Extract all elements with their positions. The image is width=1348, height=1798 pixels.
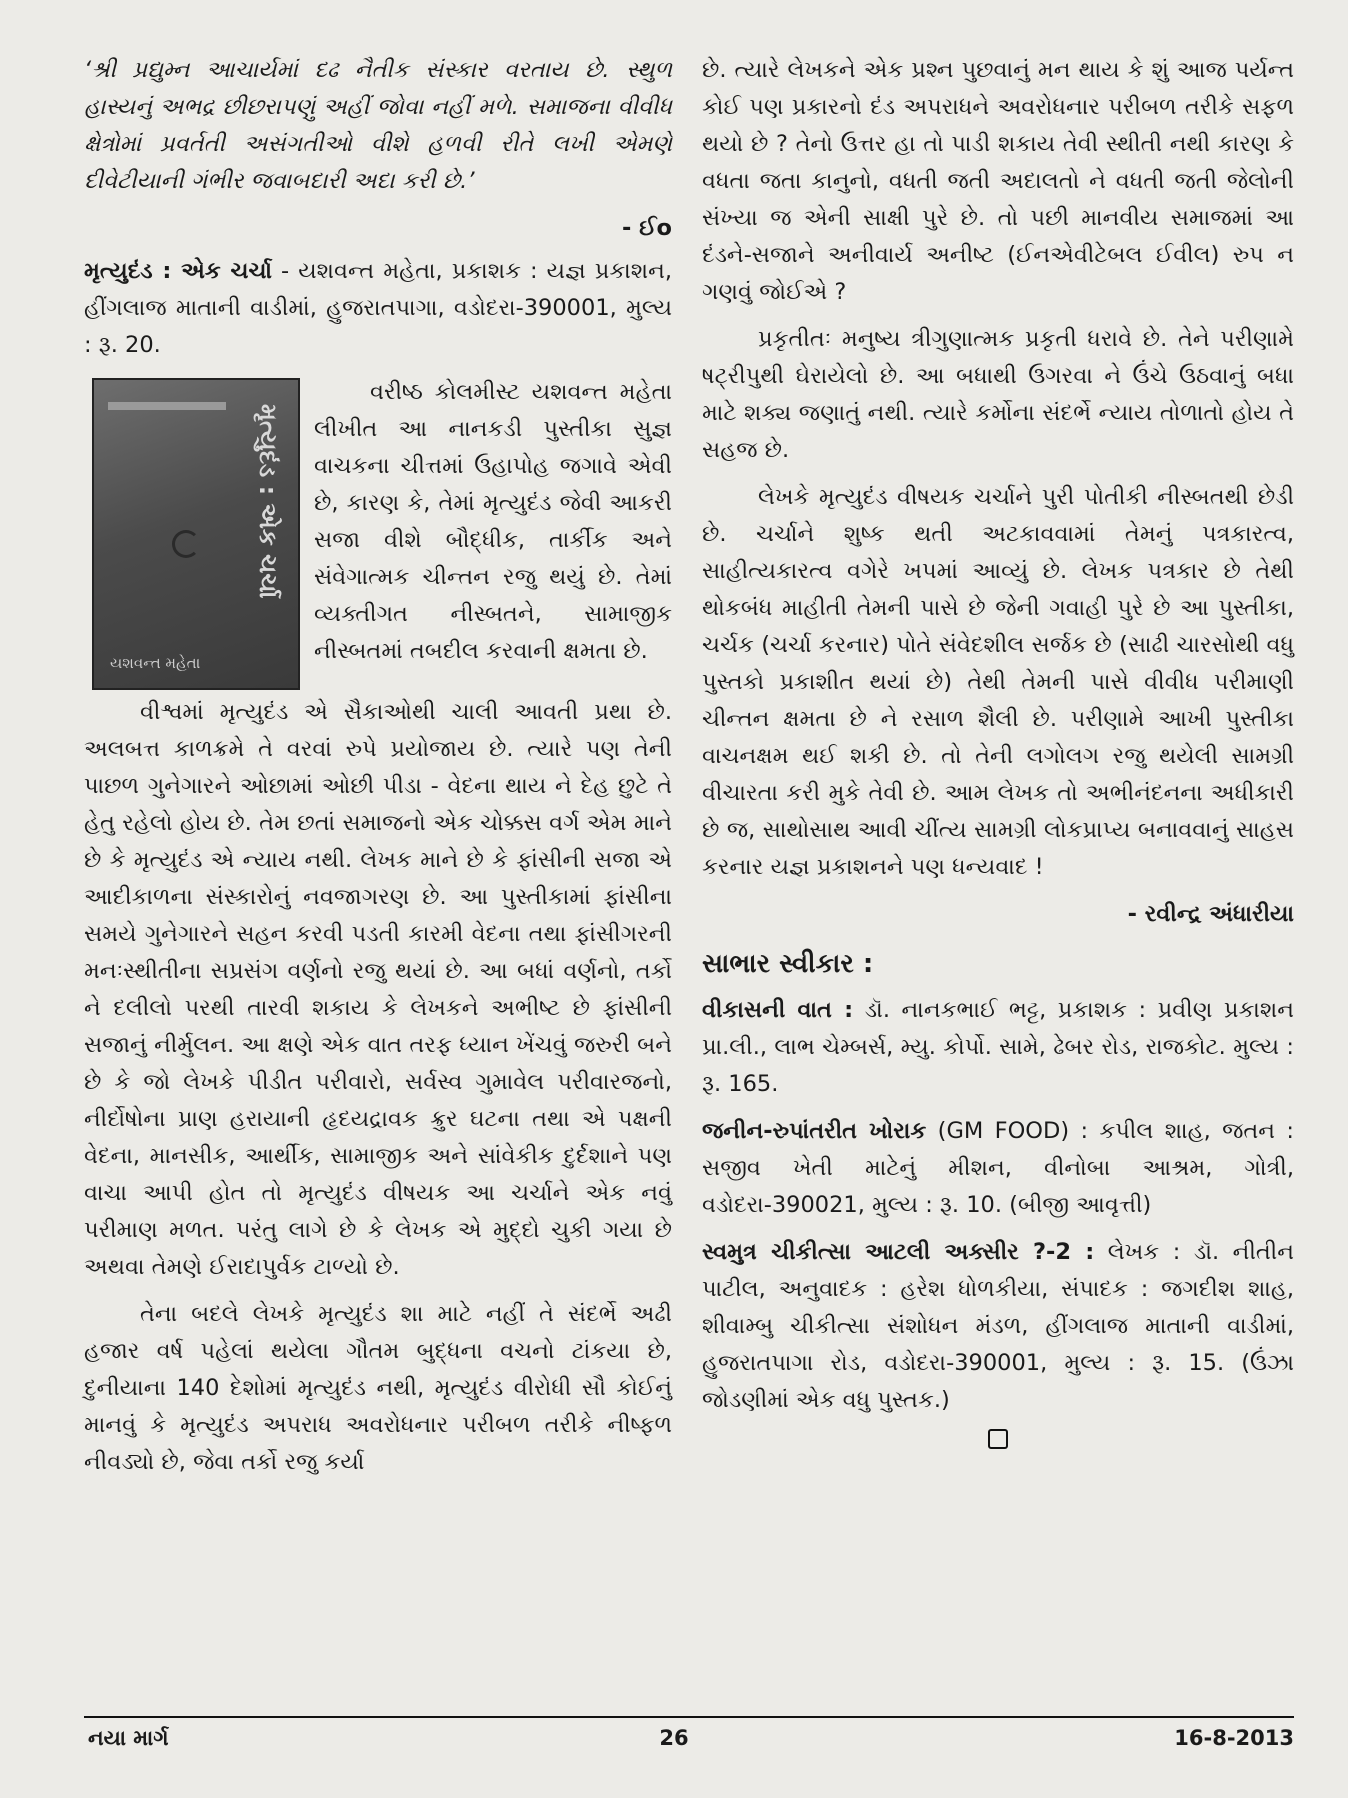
quote-signature: - ઈo — [622, 215, 672, 241]
book-review-intro — [84, 374, 672, 694]
entry-details: (GM FOOD) : કપીલ શાહ, જતન : સજીવ ખેતી માટેનું મીશન, વીનોબા આશ્રમ, ગોત્રી, વડોદરા-390021, મુલ્ય : રૂ. 10. (બીજી આવૃત્તી) — [702, 1118, 1294, 1218]
acknowledgement-heading: સાભાર સ્વીકાર : — [702, 949, 874, 979]
footer-date: 16-8-2013 — [1174, 1726, 1294, 1750]
review-paragraph-5: પ્રકૃતીતઃ મનુષ્ય ત્રીગુણાત્મક પ્રકૃતી ધરાવે છે. તેને પરીણામે ષટ્‌રીપુથી ઘેરાયેલો છે. આ બધાથી ઉગરવા ને ઉંચે ઉઠવાનું બધા માટે શક્ય જણાતું નથી. ત્યારે કર્મોના સંદર્ભે ન્યાય તોળાતો હોય તે સહજ છે. — [702, 326, 1294, 463]
crescent-moon-icon — [172, 530, 200, 558]
cover-author: યશવન્ત મહેતા — [110, 654, 201, 672]
cover-title: મૃત્યુદંડ : એક ચર્ચા — [254, 404, 282, 599]
end-of-article — [702, 1429, 1294, 1455]
review-paragraph-4: છે. ત્યારે લેખકને એક પ્રશ્ન પુછવાનું મન થાય કે શું આજ પર્યન્ત કોઈ પણ પ્રકારનો દંડ અપરાધને અવરોધનાર પરીબળ તરીકે સફળ થયો છે ? તેનો ઉત્તર હા તો પાડી શકાય તેવી સ્થીતી નથી કારણ કે વધતા જતા કાનુનો, વધતી જતી અદાલતો ને વધતી જતી જેલોની સંખ્યા જ એની સાક્ષી પુરે છે. તો પછી માનવીય સમાજમાં આ દંડને-સજાને અનીવાર્ય અનીષ્ટ (ઈનએવીટેબલ ઈવીલ) રુપ ન ગણવું જોઈએ ? — [702, 57, 1294, 305]
book-title: મૃત્યુદંડ : એક ચર્ચા — [84, 258, 272, 284]
book-details: - યશવન્ત મહેતા, પ્રકાશક : યજ્ઞ પ્રકાશન, હીંગલાજ માતાની વાડીમાં, હુજરાતપાગા, વડોદરા-390001, મુલ્ય : રૂ. 20. — [84, 258, 672, 358]
review-paragraph-3: તેના બદલે લેખકે મૃત્યુદંડ શા માટે નહીં તે સંદર્ભે અઢી હજાર વર્ષ પહેલાં થયેલા ગૌતમ બુદ્ધના વચનો ટાંકયા છે, દુનીયાના 140 દેશોમાં મૃત્યુદંડ નથી, મૃત્યુદંડ વીરોધી સૌ કોઈનું માનવું કે મૃત્યુદંડ અપરાધ અવરોધનાર પરીબળ તરીકે નીષ્ફળ નીવડ્યો છે, જેવા તર્કો રજુ કર્યા — [84, 1301, 672, 1475]
review-paragraph-1: વરીષ્ઠ કોલમીસ્ટ યશવન્ત મહેતા લીખીત આ નાનકડી પુસ્તીકા સુજ્ઞ વાચકના ચીત્તમાં ઉહાપોહ જગાવે એવી છે, કારણ કે, તેમાં મૃત્યુદંડ જેવી આકરી સજા વીશે બૌદ્ધીક, તાર્કીક અને સંવેગાત્મક ચીન્તન રજુ થયું છે. તેમાં વ્યક્તીગત નીસ્બતને, સામાજીક નીસ્બતમાં તબદીલ કરવાની ક્ષમતા છે. — [314, 379, 672, 664]
square-end-mark-icon — [988, 1429, 1008, 1449]
reviewer-signature: - રવીન્દ્ર અંધારીયા — [1127, 901, 1294, 927]
footer-page-number: 26 — [659, 1726, 689, 1750]
acknowledgement-entry — [702, 1234, 1294, 1419]
entry-details: લેખક : ડૉ. નીતીન પાટીલ, અનુવાદક : હરેશ ધોળકીયા, સંપાદક : જગદીશ શાહ, શીવામ્બુ ચીકીત્સા સંશોધન મંડળ, હીંગલાજ માતાની વાડીમાં, હુજરાતપાગા રોડ, વડોદરા-390001, મુલ્ય : રૂ. 15. (ઉંઝા જોડણીમાં એક વધુ પુસ્તક.) — [702, 1239, 1294, 1413]
review-quote: ‘શ્રી પ્રદ્યુમ્ન આચાર્યમાં દઢ નૈતીક સંસ્કાર વરતાય છે. સ્થુળ હાસ્યનું અભદ્ર છીછરાપણું અહીં જોવા નહીં મળે. સમાજના વીવીધ ક્ષેત્રોમાં પ્રવર્તતી અસંગતીઓ વીશે હળવી રીતે લખી એમણે દીવેટીયાની ગંભીર જવાબદારી અદા કરી છે.’ — [84, 57, 672, 194]
review-paragraph-2: વીશ્વમાં મૃત્યુદંડ એ સૈકાઓથી ચાલી આવતી પ્રથા છે. અલબત્ત કાળક્રમે તે વરવાં રુપે પ્રયોજાય છે. ત્યારે પણ તેની પાછળ ગુનેગારને ઓછામાં ઓછી પીડા - વેદના થાય ને દેહ છુટે તે હેતુ રહેલો હોય છે. તેમ છતાં સમાજનો એક ચોક્કસ વર્ગ એમ માને છે કે મૃત્યુદંડ એ ન્યાય નથી. લેખક માને છે કે ફાંસીની સજા એ આદીકાળના સંસ્કારોનું નવજાગરણ છે. આ પુસ્તીકામાં ફાંસીના સમયે ગુનેગારને સહન કરવી પડતી કારમી વેદના તથા ફાંસીગરની મનઃસ્થીતીના સપ્રસંગ વર્ણનો રજુ થયાં છે. આ બધાં વર્ણનો, તર્કો ને દલીલો પરથી તારવી શકાય કે લેખકને અભીષ્ટ છે ફાંસીની સજાનું નીર્મુલન. આ ક્ષણે એક વાત તરફ ધ્યાન ખેંચવું જરુરી બને છે કે જો લેખકે પીડીત પરીવારો, સર્વસ્વ ગુમાવેલ પરીવારજનો, નીર્દોષોના પ્રાણ હરાયાની હૃદયદ્રાવક ક્રુર ઘટના તથા એ પક્ષની વેદના, માનસીક, આર્થીક, સામાજીક અને સાંવેકીક દુર્દશાને પણ વાચા આપી હોત તો મૃત્યુદંડ વીષયક આ ચર્ચાને એક નવું પરીમાણ મળત. પરંતુ લાગે છે કે લેખક એ મુદ્દો ચુકી ગયા છે અથવા તેમણે ઈરાદાપુર્વક ટાળ્યો છે. — [84, 699, 672, 1280]
book-listing — [84, 253, 672, 364]
entry-title: વીકાસની વાત : — [702, 997, 854, 1023]
acknowledgement-entry — [702, 1113, 1294, 1224]
entry-title: જનીન-રુપાંતરીત ખોરાક — [702, 1118, 927, 1144]
right-column — [702, 52, 1294, 1455]
entry-title: સ્વમુત્ર ચીકીત્સા આટલી અક્સીર ?-2 : — [702, 1239, 1095, 1265]
left-column — [84, 52, 672, 1491]
entry-details: ડૉ. નાનકભાઈ ભટ્ટ, પ્રકાશક : પ્રવીણ પ્રકાશન પ્રા.લી., લાભ ચેમ્બર્સ, મ્યુ. કોર્પો. સામે, ઢેબર રોડ, રાજકોટ. મુલ્ય : રૂ. 165. — [702, 997, 1294, 1097]
book-cover-image — [92, 378, 300, 690]
footer-magazine-name: નયા માર્ગ — [88, 1726, 169, 1750]
review-paragraph-6: લેખકે મૃત્યુદંડ વીષયક ચર્ચાને પુરી પોતીકી નીસ્બતથી છેડી છે. ચર્ચાને શુષ્ક થતી અટકાવવામાં તેમનું પત્રકારત્વ, સાહીત્યકારત્વ વગેરે ખપમાં આવ્યું છે. લેખક પત્રકાર છે તેથી થોકબંધ માહીતી તેમની પાસે છે જેની ગવાહી પુરે છે આ પુસ્તીકા, ચર્ચક (ચર્ચા કરનાર) પોતે સંવેદશીલ સર્જક છે (સાઢી ચારસોથી વધુ પુસ્તકો પ્રકાશીત થયાં છે) તેથી તેમની પાસે વીવીધ પરીમાણી ચીન્તન ક્ષમતા છે ને રસાળ શૈલી છે. પરીણામે આખી પુસ્તીકા વાચનક્ષમ થઈ શકી છે. તો તેની લગોલગ રજુ થયેલી સામગ્રી વીચારતા કરી મુકે તેવી છે. આમ લેખક તો અભીનંદનના અધીકારી છે જ, સાથોસાથ આવી ચીંત્ય સામગ્રી લોકપ્રાપ્ય બનાવવાનું સાહસ કરનાર યજ્ઞ પ્રકાશનને પણ ધન્યવાદ ! — [702, 484, 1294, 880]
acknowledgement-entry — [702, 992, 1294, 1103]
footer-rule — [84, 1716, 1294, 1718]
cover-stripe — [108, 402, 226, 410]
